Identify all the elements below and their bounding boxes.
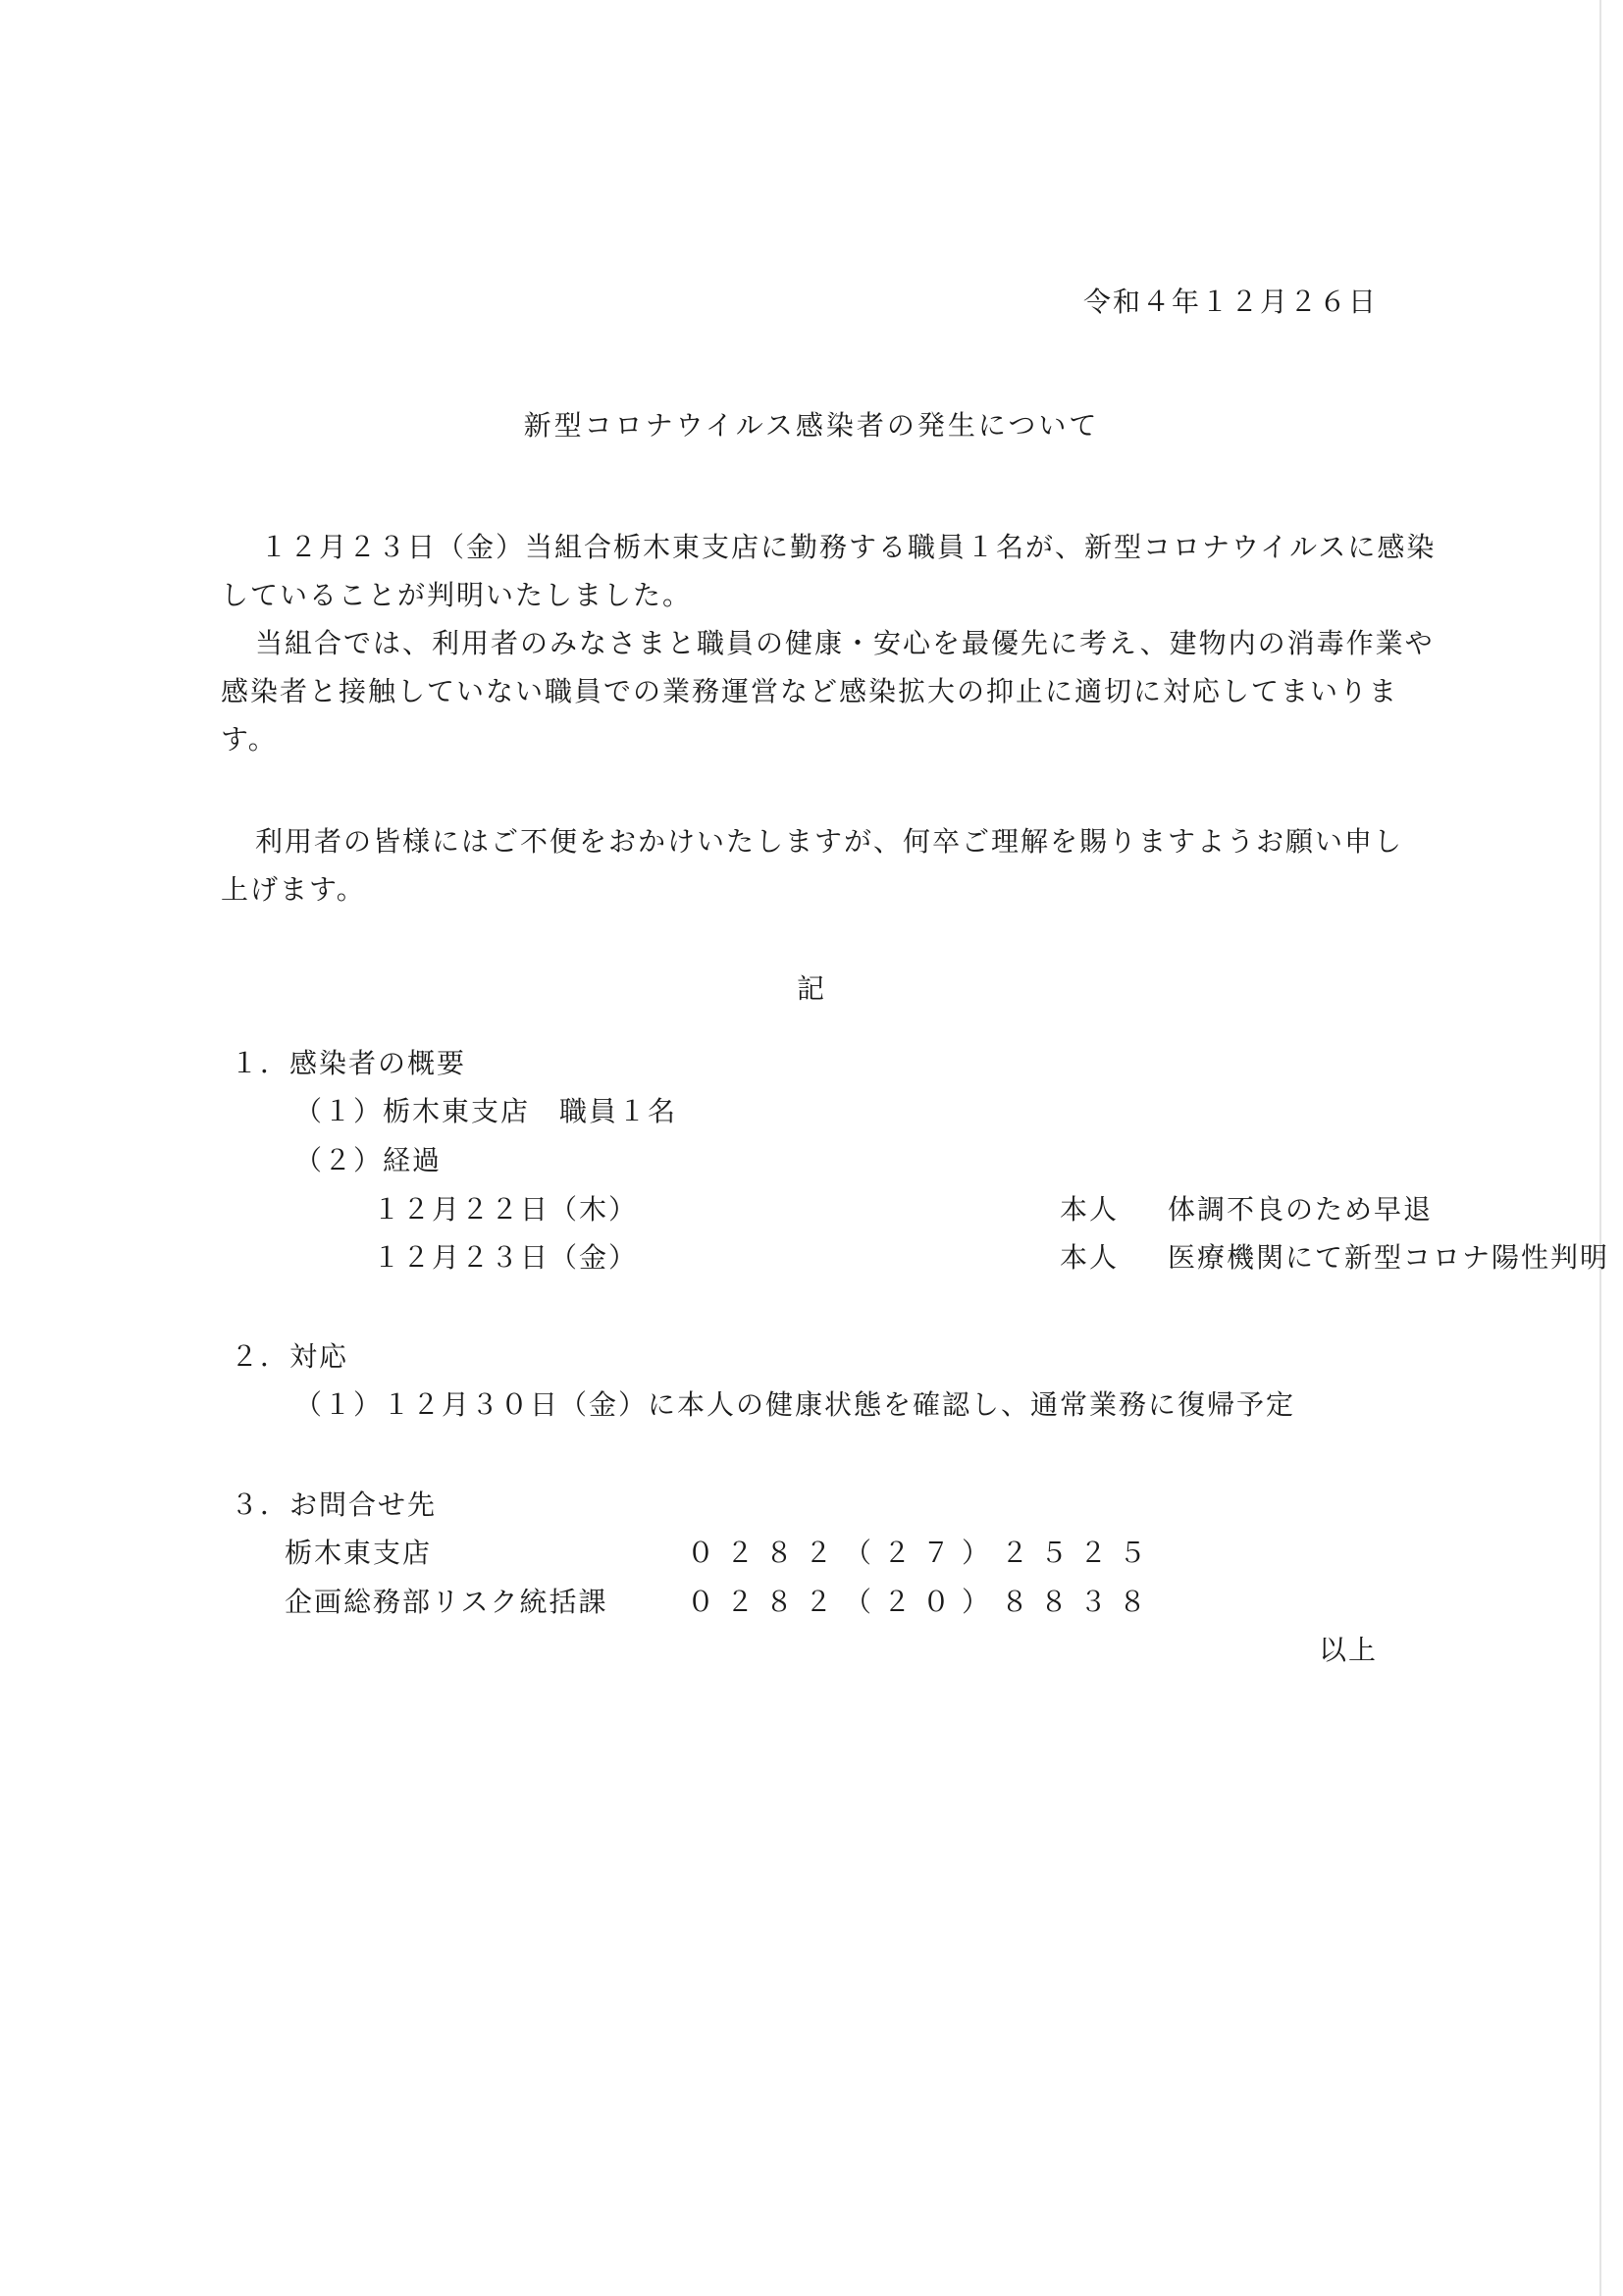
timeline-person: 本人 (1060, 1241, 1120, 1274)
document-title: 新型コロナウイルス感染者の発生について (523, 409, 1100, 442)
document-date: 令和４年１２月２６日 (1082, 286, 1378, 318)
section-1-item-2: （２）経過 (294, 1144, 443, 1176)
timeline-date: １２月２２日（木） (373, 1193, 639, 1226)
timeline-date: １２月２３日（金） (373, 1241, 639, 1274)
contact-phone: ０２８２（２７）２５２５ (687, 1537, 1159, 1569)
section-1-heading: １．感染者の概要 (231, 1047, 467, 1079)
paragraph-1-line-1: １２月２３日（金）当組合栃木東支店に勤務する職員１名が、新型コロナウイルスに感染 (260, 531, 1437, 563)
timeline-person: 本人 (1060, 1193, 1120, 1226)
section-2-heading: ２．対応 (231, 1340, 349, 1373)
section-3-heading: ３．お問合せ先 (231, 1488, 438, 1521)
paragraph-3-line-1: 利用者の皆様にはご不便をおかけいたしますが、何卒ご理解を賜りますようお願い申し (255, 825, 1404, 858)
paragraph-2-line-3: す。 (221, 723, 278, 756)
paragraph-2-line-1: 当組合では、利用者のみなさまと職員の健康・安心を最優先に考え、建物内の消毒作業や (255, 627, 1435, 659)
section-2-item-1: （１）１２月３０日（金）に本人の健康状態を確認し、通常業務に復帰予定 (294, 1388, 1296, 1421)
section-1-item-1: （１）栃木東支店 職員１名 (294, 1095, 678, 1127)
ki-heading: 記 (796, 972, 826, 1005)
contact-phone: ０２８２（２０）８８３８ (687, 1586, 1159, 1618)
paragraph-3-line-2: 上げます。 (221, 873, 366, 906)
timeline-row (373, 1190, 1434, 1229)
timeline-event: 医療機関にて新型コロナ陽性判明 (1168, 1241, 1610, 1274)
paragraph-2-line-2: 感染者と接触していない職員での業務運営など感染拡大の抑止に適切に対応してまいりま (221, 675, 1399, 707)
paragraph-1-line-2: していることが判明いたしました。 (221, 579, 693, 611)
closing-mark: 以上 (1318, 1634, 1378, 1666)
scan-edge-line (1599, 0, 1601, 2296)
contact-name: 栃木東支店 (285, 1537, 433, 1569)
timeline-event: 体調不良のため早退 (1168, 1193, 1434, 1226)
contact-name: 企画総務部リスク統括課 (285, 1586, 608, 1618)
timeline-row (373, 1238, 1610, 1278)
